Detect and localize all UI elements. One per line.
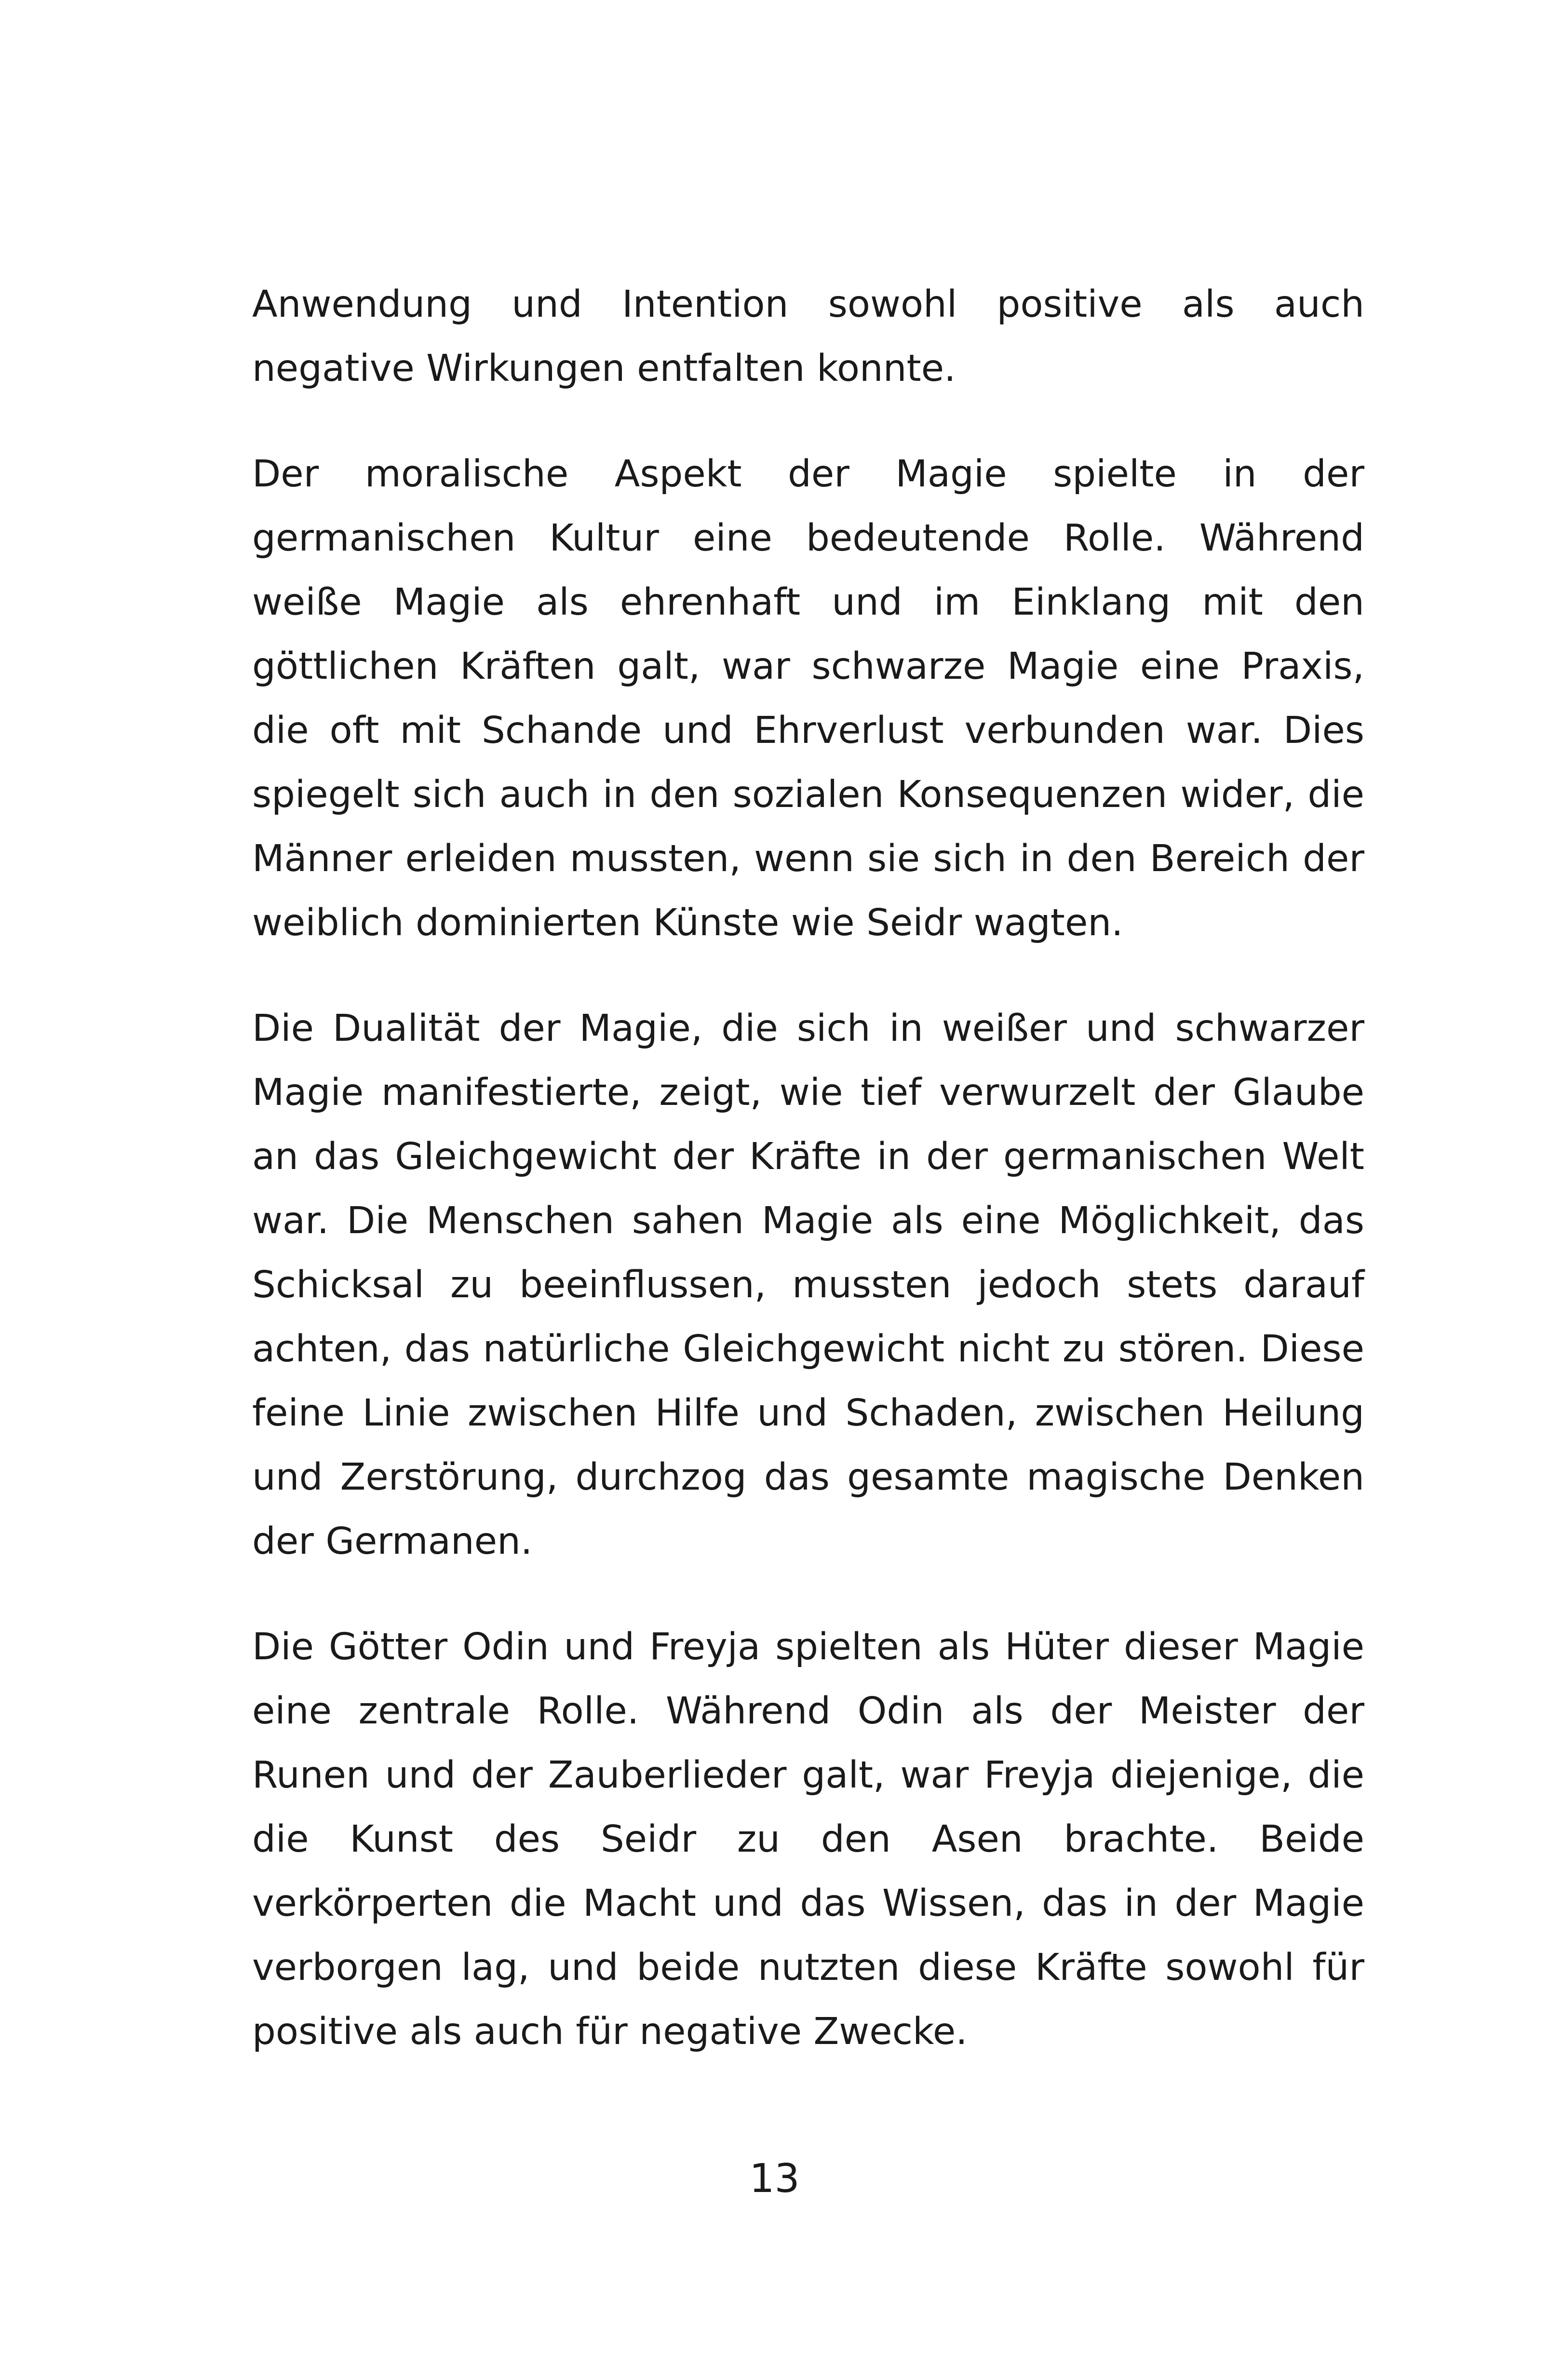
paragraph-4: Die Götter Odin und Freyja spielten als Hüter dieser Magie eine zentrale Rolle. Während Odin als der Meister der Runen und der Zauberlieder galt, war Freyja diejenige, die die Kunst des Seidr zu den Asen brachte. Beide verkörperten die Macht und das Wissen, das in der Magie verborgen lag, und beide nutzten diese Kräfte sowohl für positive als auch für negative Zwecke. bbox=[252, 1626, 1364, 2053]
page-number: 13 bbox=[749, 2156, 800, 2202]
body-text bbox=[252, 272, 1364, 2105]
paragraph-3: Die Dualität der Magie, die sich in weißer und schwarzer Magie manifestierte, zeigt, wie tief verwurzelt der Glaube an das Gleichgewicht der Kräfte in der germanischen Welt war. Die Menschen sahen Magie als eine Möglichkeit, das Schicksal zu beeinflussen, mussten jedoch stets darauf achten, das natürliche Gleichgewicht nicht zu stören. Diese feine Linie zwischen Hilfe und Schaden, zwischen Heilung und Zerstörung, durchzog das gesamte magische Denken der Germanen. bbox=[252, 1007, 1364, 1563]
paragraph-1: Anwendung und Intention sowohl positive als auch negative Wirkungen entfalten konnte. bbox=[252, 283, 1364, 390]
paragraph-2: Der moralische Aspekt der Magie spielte in der germanischen Kultur eine bedeutende Rolle. Während weiße Magie als ehrenhaft und im Einklang mit den göttlichen Kräften galt, war schwarze Magie eine Praxis, die oft mit Schande und Ehrverlust verbunden war. Dies spiegelt sich auch in den sozialen Konsequenzen wider, die Männer erleiden mussten, wenn sie sich in den Bereich der weiblich dominierten Künste wie Seidr wagten. bbox=[252, 453, 1364, 944]
